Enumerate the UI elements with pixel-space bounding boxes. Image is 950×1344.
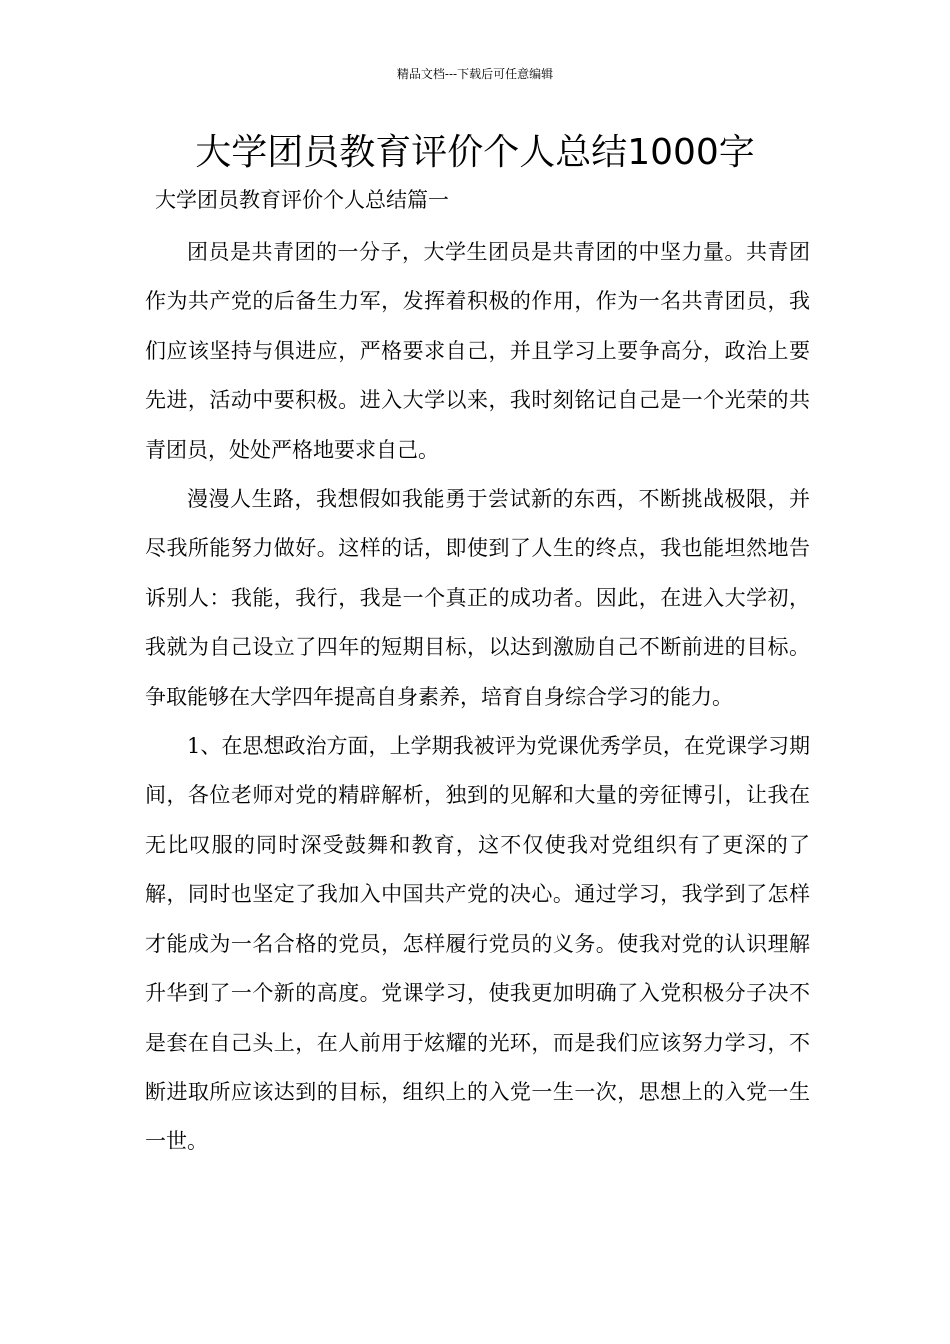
paragraph: 漫漫人生路，我想假如我能勇于尝试新的东西，不断挑战极限，并尽我所能努力做好。这样的话，即使到了人生的终点，我也能坦然地告诉别人：我能，我行，我是一个真正的成功者。因此，在进入大学初，我就为自己设立了四年的短期目标，以达到激励自己不断前进的目标。争取能够在大学四年提高自身素养，培育自身综合学习的能力。 [145,487,810,709]
document-body [145,228,810,1167]
document-title: 大学团员教育评价个人总结1000字 [195,132,755,173]
section-subtitle: 大学团员教育评价个人总结篇一 [155,188,449,212]
paragraph: 团员是共青团的一分子，大学生团员是共青团的中坚力量。共青团作为共产党的后备生力军，发挥着积极的作用，作为一名共青团员，我们应该坚持与俱进应，严格要求自己，并且学习上要争高分，政治上要先进，活动中要积极。进入大学以来，我时刻铭记自己是一个光荣的共青团员，处处严格地要求自己。 [145,240,810,462]
paragraph: 1、在思想政治方面，上学期我被评为党课优秀学员，在党课学习期间，各位老师对党的精辟解析，独到的见解和大量的旁征博引，让我在无比叹服的同时深受鼓舞和教育，这不仅使我对党组织有了更深的了解，同时也坚定了我加入中国共产党的决心。通过学习，我学到了怎样才能成为一名合格的党员，怎样履行党员的义务。使我对党的认识理解升华到了一个新的高度。党课学习，使我更加明确了入党积极分子决不是套在自己头上，在人前用于炫耀的光环，而是我们应该努力学习，不断进取所应该达到的目标，组织上的入党一生一次，思想上的入党一生一世。 [145,734,810,1154]
header-note: 精品文档---下载后可任意编辑 [396,67,554,81]
